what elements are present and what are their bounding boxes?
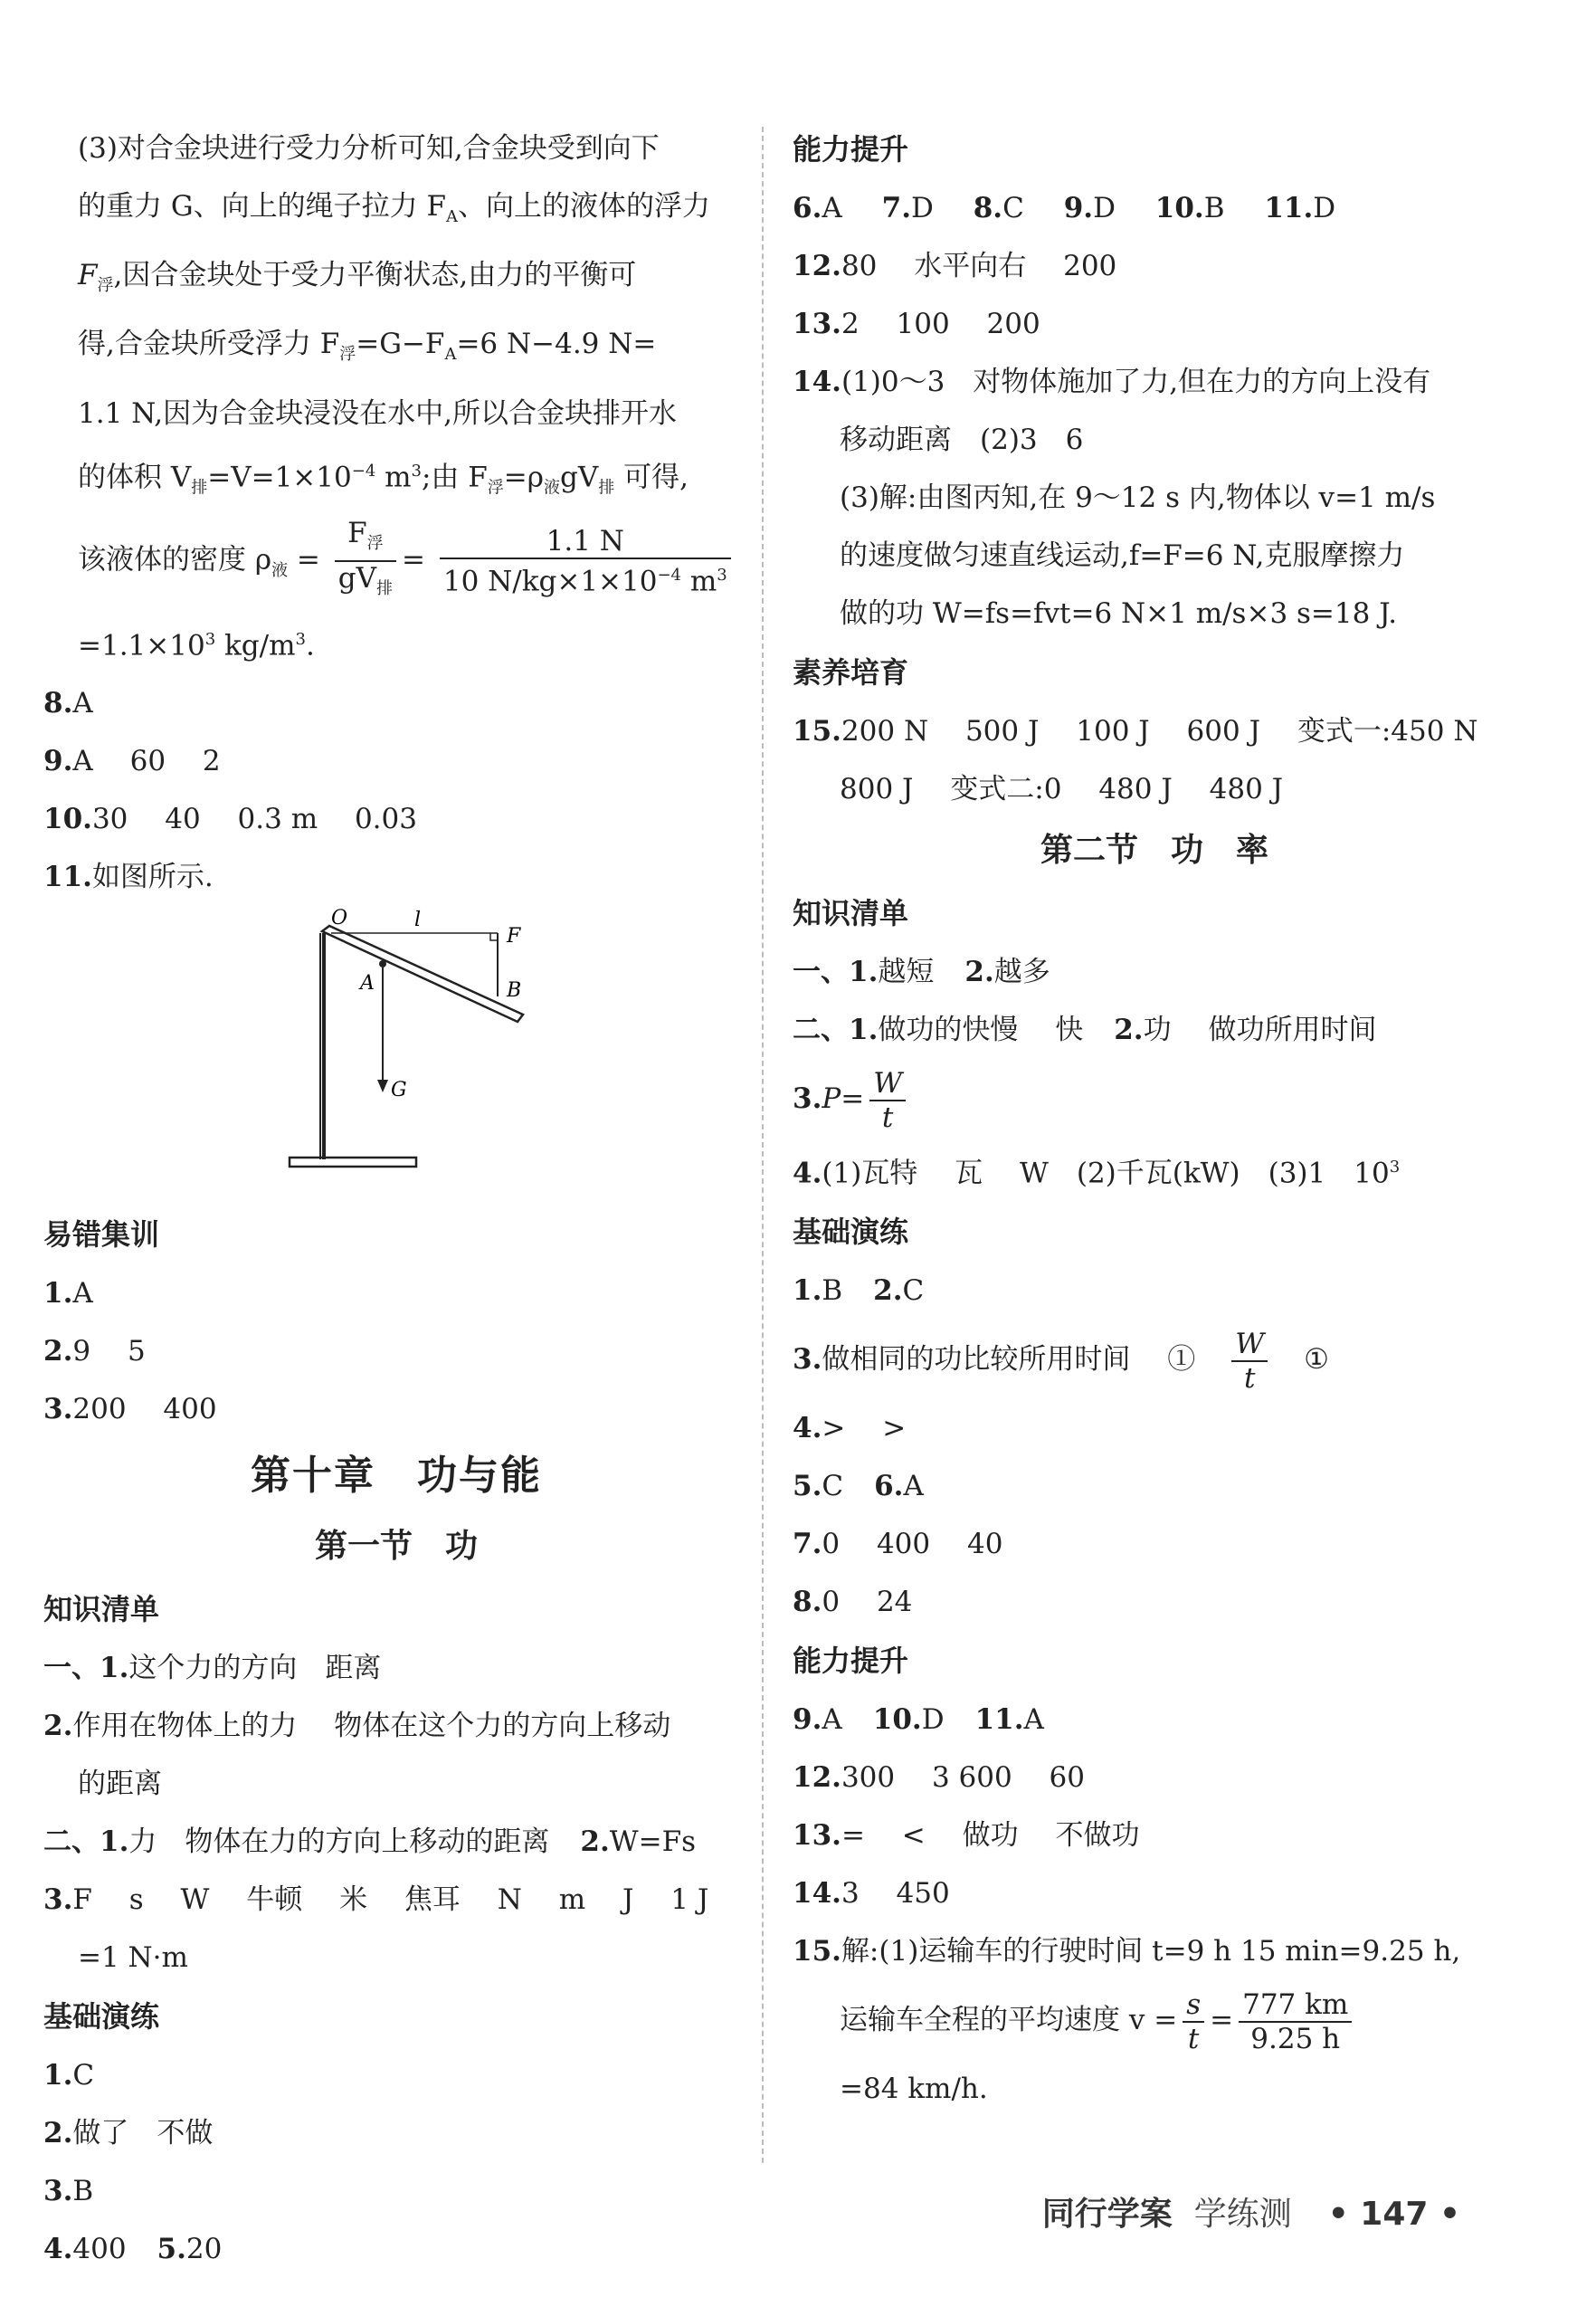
- answer-item: 4.400 5.20: [43, 2233, 223, 2266]
- text-line: $=1.1\times 10^3$ $kg/m^3$.: [78, 629, 315, 662]
- text-line: 做的功 W=fs=fvt=6 N×1 m/s×3 s=18 J.: [840, 597, 1398, 630]
- fraction: $\frac{s}{t}$: [1183, 1988, 1204, 2055]
- section-title: 第一节 功: [314, 1528, 478, 1566]
- fraction: $\frac{1.1 N}{10 N/kg\times 1\times 10^{-4} m^3}$: [440, 525, 731, 597]
- text-line: 的体积 $V_排=V=1\times 10^{-4}$ $m^3$;由 $F_浮=\rho_液gV_排$ 可得,: [78, 460, 689, 498]
- page-footer: [1042, 2188, 1460, 2235]
- text-line: 800 J 变式二:0 480 J 480 J: [840, 773, 1284, 805]
- label-B: B: [507, 979, 522, 1003]
- answer-item: 3.F s W 牛顿 米 焦耳 N m J 1 J: [43, 1883, 709, 1917]
- answer-item: 10.30 40 0.3 m 0.03: [43, 803, 417, 836]
- answer-item: 4.(1)瓦特 瓦 W (2)千瓦(kW) (3)1 $10^3$: [793, 1157, 1401, 1190]
- density-formula-line: 该液体的密度 $\rho_液$ = $\frac{F_浮}{gV_排}$ = $\frac{1.1 N}{10 N/kg\times 1\times 10^{-4} m^3}$: [43, 517, 749, 611]
- section-title: 第二节 功 率: [1040, 832, 1268, 869]
- fraction: $\frac{777 km}{9.25 h}$: [1239, 1988, 1352, 2055]
- answer-item: 15.解:(1)运输车的行驶时间 t=9 h 15 min=9.25 h,: [793, 1935, 1461, 1968]
- answer-item: 一、1.越短 2.越多: [793, 956, 1050, 988]
- heading-yicuo: 易错集训: [43, 1217, 160, 1253]
- heading-jichu: 基础演练: [793, 1215, 909, 1250]
- text-line: 的距离: [78, 1768, 162, 1801]
- answer-item: 1.A: [43, 1277, 93, 1310]
- text-line: 移动距离 (2)3 6: [840, 424, 1084, 456]
- text-line: 的速度做匀速直线运动,f=F=6 N,克服摩擦力: [840, 539, 1405, 572]
- text-line: (3)对合金块进行受力分析可知,合金块受到向下: [78, 132, 660, 165]
- answer-item: 1.C: [43, 2059, 95, 2092]
- answer-item: 2.做了 不做: [43, 2117, 214, 2150]
- answer-item: 3.200 400: [43, 1393, 217, 1426]
- answer-item: 12.300 3 600 60: [793, 1761, 1086, 1795]
- answer-item: 二、1.力 物体在力的方向上移动的距离 2.W=Fs: [43, 1825, 697, 1859]
- answer-item: 14.3 450: [793, 1877, 950, 1911]
- answer-item: 9.A 60 2: [43, 745, 221, 778]
- chapter-title: 第十章 功与能: [251, 1453, 542, 1500]
- answer-item: 7.0 400 40: [793, 1528, 1003, 1561]
- heading-nengli: 能力提升: [793, 132, 909, 167]
- answer-item: 3.做相同的功比较所用时间 ① $\frac{W}{t}$ ①: [793, 1327, 1329, 1395]
- text-line: $F_浮$,因合金块处于受力平衡状态,由力的平衡可: [78, 259, 637, 296]
- answer-item: 12.80 水平向右 200: [793, 250, 1117, 282]
- text-line: =84 km/h.: [840, 2073, 988, 2106]
- text-line: 得,合金块所受浮力 $F_浮=G-F_A=6$ N−4.9 N=: [78, 328, 657, 365]
- text-line: (3)解:由图丙知,在 9～12 s 内,物体以 v=1 m/s: [840, 481, 1436, 514]
- answer-item: 5.C 6.A: [793, 1470, 924, 1503]
- text-line: =1 N·m: [78, 1941, 188, 1975]
- fraction: $\frac{W}{t}$: [869, 1067, 906, 1134]
- answer-item: 9.A 10.D 11.A: [793, 1703, 1044, 1737]
- answer-item: 3.B: [43, 2175, 94, 2208]
- label-O: O: [331, 907, 348, 930]
- lever-diagram: [43, 906, 749, 1205]
- answer-item: 2.作用在物体上的力 物体在这个力的方向上移动: [43, 1710, 671, 1743]
- answer-item: 3.P= $\frac{W}{t}$: [793, 1059, 1516, 1139]
- column-divider: [762, 127, 764, 2163]
- answer-item: 一、1.这个力的方向 距离: [43, 1652, 382, 1685]
- answer-item: 8.0 24: [793, 1586, 913, 1619]
- brand-subtitle: 学练测: [1193, 2196, 1292, 2233]
- heading-nengli: 能力提升: [793, 1644, 909, 1679]
- answer-item: 8.A: [43, 687, 93, 720]
- fraction: $\frac{W}{t}$: [1231, 1328, 1268, 1395]
- answer-item: 13.2 100 200: [793, 308, 1040, 340]
- answer-item: 15.200 N 500 J 100 J 600 J 变式一:450 N: [793, 715, 1478, 748]
- answer-item: 4.> >: [793, 1412, 907, 1445]
- text-line: 1.1 N,因为合金块浸没在水中,所以合金块排开水: [78, 396, 678, 430]
- right-column: [793, 119, 1516, 2118]
- left-column: [43, 119, 749, 2278]
- label-l: l: [414, 909, 422, 932]
- page-number: • 147 •: [1327, 2196, 1460, 2233]
- answer-item: 14.(1)0～3 对物体施加了力,但在力的方向上没有: [793, 366, 1431, 398]
- speed-formula-line: 运输车全程的平均速度 v = $\frac{s}{t}$ = $\frac{777 km}{9.25 h}$: [793, 1980, 1516, 2060]
- answer-item: 1.B 2.C: [793, 1274, 925, 1308]
- fraction: $\frac{F_浮}{gV_排}$: [335, 517, 396, 605]
- brand-name: 同行学案: [1041, 2196, 1173, 2233]
- answer-item: 13.= < 做功 不做功: [793, 1819, 1140, 1853]
- heading-suyang: 素养培育: [793, 655, 909, 690]
- answer-item: 6.A 7.D 8.C 9.D 10.B 11.D: [793, 192, 1336, 224]
- label-A: A: [360, 972, 375, 996]
- answer-item: 二、1.做功的快慢 快 2.功 做功所用时间: [793, 1014, 1377, 1046]
- heading-zhishi: 知识清单: [793, 896, 909, 930]
- lever-figure: [43, 906, 749, 1205]
- answer-item: 2.9 5: [43, 1335, 146, 1368]
- label-F: F: [507, 925, 521, 948]
- heading-jichu: 基础演练: [43, 1999, 160, 2035]
- label-G: G: [391, 1079, 407, 1102]
- answer-item: 11.如图所示.: [43, 861, 214, 894]
- text-line: 的重力 G、向上的绳子拉力 $F_A$、向上的液体的浮力: [78, 190, 710, 227]
- heading-zhishi: 知识清单: [43, 1592, 160, 1627]
